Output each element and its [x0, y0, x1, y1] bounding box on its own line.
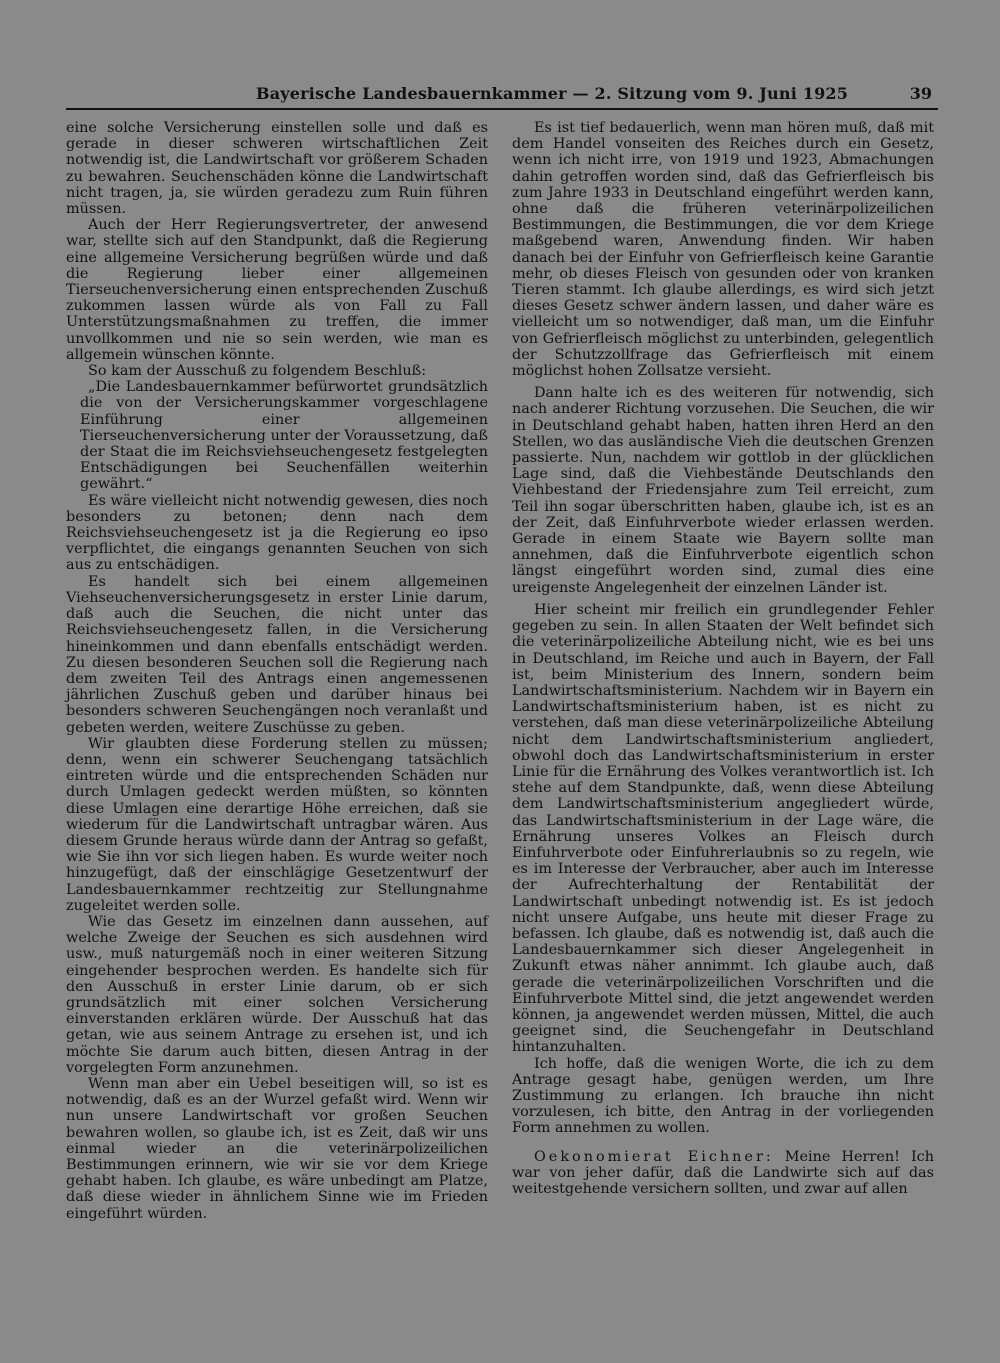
page-number: 39 — [909, 84, 932, 103]
right-column — [512, 120, 934, 1197]
paragraph: Es ist tief bedauerlich, wenn man hören muß, daß mit dem Handel vonseiten des Reiches durch ein Gesetz, wenn ich nicht irre, von 1919 und 1923, Abmachungen dahin getroffen worden sind, daß das Gefrierfleisch bis zum Jahre 1933 in Deutschland eingeführt werden kann, ohne daß die früheren veterinärpolizeilichen Bestimmungen, die Bestimmungen, die vor dem Kriege maßgebend waren, Anwendung finden. Wir haben danach bei der Einfuhr von Gefrierfleisch keine Garantie mehr, ob dieses Fleisch von gesunden oder von kranken Tieren stammt. Ich glaube allerdings, es wird sich jetzt dieses Gesetz schwer ändern lassen, und daher wäre es vielleicht um so notwendiger, daß man, um die Einfuhr von Gefrierfleisch möglichst zu unterbinden, gelegentlich der Schutzzollfrage das Gefrierfleisch mit einem möglichst hohen Zollsatze versieht. — [512, 120, 934, 380]
paragraph: Es handelt sich bei einem allgemeinen Viehseuchenversicherungsgesetz in erster Linie darum, daß auch die Seuchen, die nicht unter das Reichsviehseuchengesetz fallen, in die Versicherung hineinkommen und dann ebenfalls entschädigt werden. Zu diesen besonderen Seuchen soll die Regierung nach dem zweiten Teil des Antrags einen angemessenen jährlichen Zuschuß geben und darüber hinaus bei besonders schweren Seuchengängen noch veranlaßt und gebeten werden, weitere Zuschüsse zu geben. — [66, 573, 488, 736]
resolution-quote: „Die Landesbauernkammer befürwortet grundsätzlich die von der Versicherungskammer vorgeschlagene Einführung einer allgemeinen Tierseuchenversicherung unter der Voraussetzung, daß der Staat die im Reichsviehseuchengesetz festgelegten Entschädigungen bei Seuchenfällen weiterhin gewährt.“ — [80, 379, 488, 493]
speaker-text: Meine Herren! Ich war von jeher dafür, daß die Landwirte sich auf das weitestgehende versichern sollten, und zwar auf allen — [512, 1148, 934, 1197]
paragraph: Dann halte ich es des weiteren für notwendig, sich nach anderer Richtung vorzusehen. Die Seuchen, die wir in Deutschland gehabt haben, hatten ihren Herd an den Stellen, wo das ausländische Vieh die deutschen Grenzen passierte. Nun, nachdem wir gottlob in der glücklichen Lage sind, daß die Viehbestände Deutschlands den Viehbestand der Friedensjahre zum Teil erreicht, zum Teil ihn sogar überschritten haben, glaube ich, ist es an der Zeit, daß Einfuhrverbote wieder erlassen werden. Gerade in einem Staate wie Bayern sollte man annehmen, daß die Einfuhrverbote eigentlich schon längst eingeführt worden sind, zumal dies eine ureigenste Angelegenheit der einzelnen Länder ist. — [512, 385, 934, 596]
paragraph: Wir glaubten diese Forderung stellen zu müssen; denn, wenn ein schwerer Seuchengang tatsächlich eintreten würde und die entsprechenden Schäden nur durch Umlagen gedeckt werden müßten, so könnten diese Umlagen eine derartige Höhe erreichen, daß sie wiederum für die Landwirtschaft untragbar wären. Aus diesem Grunde heraus würde dann der Antrag so gefaßt, wie Sie ihn vor sich liegen haben. Es wurde weiter noch hinzugefügt, daß der einschlägige Gesetzentwurf der Landesbauernkammer rechtzeitig zur Stellungnahme zugeleitet werden solle. — [66, 735, 488, 914]
paragraph: Es wäre vielleicht nicht notwendig gewesen, dies noch besonders zu betonen; denn nach dem Reichsviehseuchengesetz ist ja die Regierung eo ipso verpflichtet, die eingangs genannten Seuchen von sich aus zu entschädigen. — [66, 492, 488, 574]
paragraph: Hier scheint mir freilich ein grundlegender Fehler gegeben zu sein. In allen Staaten der Welt befindet sich die veterinärpolizeiliche Abteilung nicht, wie es bei uns in Deutschland, im Reiche und auch in Bayern, der Fall ist, beim Ministerium des Innern, sondern beim Landwirtschaftsministerium. Nachdem wir in Bayern ein Landwirtschaftsministerium haben, ist es nicht zu verstehen, daß man diese veterinärpolizeiliche Abteilung nicht dem Landwirtschaftsministerium angliedert, obwohl doch das Landwirtschaftsministerium in erster Linie für die Ernährung des Volkes verantwortlich ist. Ich stehe auf dem Standpunkte, daß, wenn diese Abteilung dem Landwirtschaftsministerium angegliedert würde, das Landwirtschaftsministerium in der Lage wäre, die Ernährung unseres Volkes an Fleisch durch Einfuhrverbote oder Einfuhrerlaubnis so zu regeln, wie es im Interesse der Verbraucher, aber auch im Interesse der Aufrechterhaltung der Rentabilität der Landwirtschaft unbedingt notwendig ist. Es ist jedoch nicht unsere Aufgabe, uns heute mit dieser Frage zu befassen. Ich glaube, daß es notwendig ist, daß auch die Landesbauernkammer sich dieser Angelegenheit in Zukunft etwas näher annimmt. Ich glaube auch, daß gerade die veterinärpolizeilichen Vorschriften und die Einfuhrverbote Mittel sind, die jetzt angewendet werden können, ja angewendet werden müssen, Mittel, die auch geeignet sind, die Seuchengefahr in Deutschland hintanzuhalten. — [512, 601, 934, 1056]
left-column — [66, 120, 488, 1222]
header-title: Bayerische Landesbauernkammer — 2. Sitzung vom 9. Juni 1925 — [256, 84, 849, 103]
speaker-name: Oekonomierat Eichner: — [534, 1148, 774, 1165]
speaker-paragraph — [512, 1149, 934, 1198]
running-header — [66, 84, 938, 110]
paragraph: eine solche Versicherung einstellen solle und daß es gerade in dieser schweren wirtschaftlichen Zeit notwendig ist, die Landwirtschaft vor größerem Schaden zu bewahren. Seuchenschäden könne die Landwirtschaft nicht tragen, ja, sie würden geradezu zum Ruin führen müssen. — [66, 120, 488, 218]
paragraph: Wie das Gesetz im einzelnen dann aussehen, auf welche Zweige der Seuchen es sich ausdehnen wird usw., muß naturgemäß noch in einer weiteren Sitzung eingehender besprochen werden. Es handelte sich für den Ausschuß in erster Linie darum, ob er sich grundsätzlich mit einer solchen Versicherung einverstanden erklären würde. Der Ausschuß hat das getan, wie aus seinem Antrage zu ersehen ist, und ich möchte Sie darum auch bitten, diesen Antrag in der vorgelegten Form anzunehmen. — [66, 913, 488, 1076]
paragraph: Ich hoffe, daß die wenigen Worte, die ich zu dem Antrage gesagt habe, genügen werden, um Ihre Zustimmung zu erlangen. Ich brauche ihn nicht vorzulesen, ich bitte, den Antrag in der vorliegenden Form annehmen zu wollen. — [512, 1055, 934, 1137]
paragraph: Wenn man aber ein Uebel beseitigen will, so ist es notwendig, daß es an der Wurzel gefaßt wird. Wenn wir nun unsere Landwirtschaft vor großen Seuchen bewahren wollen, so glaube ich, ist es Zeit, daß wir uns einmal wieder an die veterinärpolizeilichen Bestimmungen erinnern, wie wir sie vor dem Kriege gehabt haben. Ich glaube, es wäre unbedingt am Platze, daß diese wieder in ähnlichem Sinne wie im Frieden eingeführt würden. — [66, 1075, 488, 1222]
paragraph: Auch der Herr Regierungsvertreter, der anwesend war, stellte sich auf den Standpunkt, daß die Regierung eine allgemeine Versicherung begrüßen würde und daß die Regierung lieber einer allgemeinen Tierseuchenversicherung einen entsprechenden Zuschuß zukommen lassen würde als von Fall zu Fall Unterstützungsmaßnahmen zu treffen, die immer unvollkommen und nie so sein werden, wie man es allgemein wünschen könnte. — [66, 217, 488, 363]
paragraph: So kam der Ausschuß zu folgendem Beschluß: — [88, 363, 427, 380]
